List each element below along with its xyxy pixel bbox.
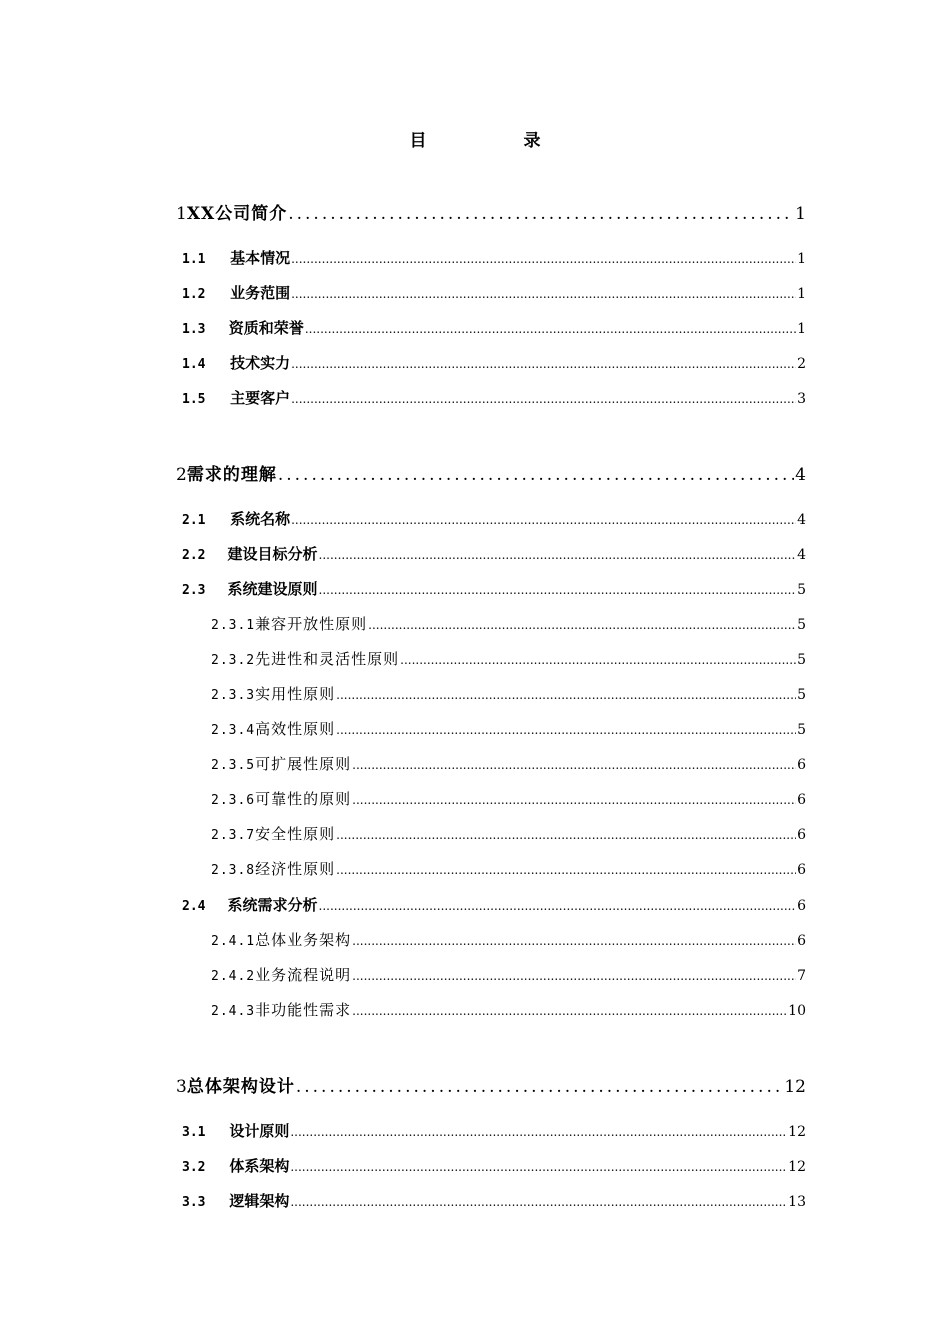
toc-leader-dots (368, 618, 796, 632)
toc-leader-dots (291, 357, 796, 371)
toc-leader-dots (291, 287, 796, 301)
toc-entry-label: 系统建设原则 (227, 580, 318, 598)
toc-entry-page: 6 (797, 898, 806, 914)
toc-entry-2-3-8[interactable] (211, 858, 806, 879)
toc-entry-page: 12 (784, 1077, 806, 1097)
toc-entry-label: 可扩展性原则 (255, 755, 352, 773)
toc-entry-page: 5 (797, 652, 806, 668)
toc-entry-page: 12 (788, 1124, 806, 1140)
toc-leader-dots (290, 1125, 787, 1139)
toc-entry-label: 先进性和灵活性原则 (255, 650, 400, 668)
toc-entry-2-4-1[interactable] (211, 929, 806, 950)
toc-entry-1-1[interactable] (182, 247, 806, 268)
toc-entry-label: 主要客户 (230, 389, 291, 407)
toc-entry-2-4-3[interactable] (211, 999, 806, 1020)
toc-entry-number: 2.3.5 (211, 758, 256, 773)
toc-entry-number: 2.1 (182, 513, 206, 528)
toc-entry-page: 6 (797, 757, 806, 773)
toc-entry-label: 逻辑架构 (229, 1192, 290, 1210)
toc-entry-1-2[interactable] (182, 282, 806, 303)
toc-entry-3-1[interactable] (182, 1120, 806, 1141)
toc-leader-dots (319, 583, 797, 597)
toc-entry-number: 3.2 (182, 1160, 206, 1175)
toc-leader-dots (352, 1004, 787, 1018)
toc-entry-number: 2.3.4 (211, 723, 256, 738)
toc-leader-dots (319, 548, 797, 562)
toc-entry-3-3[interactable] (182, 1190, 806, 1211)
toc-entry-2-3-3[interactable] (211, 683, 806, 704)
toc-entry-page: 6 (797, 933, 806, 949)
toc-entry-number: 2.3.2 (211, 653, 256, 668)
toc-entry-label: 系统名称 (230, 510, 291, 528)
toc-entry-label: 系统需求分析 (227, 896, 318, 914)
toc-leader-dots (296, 1077, 784, 1097)
toc-leader-dots (336, 688, 796, 702)
toc-entry-1[interactable] (176, 199, 806, 224)
toc-leader-dots (288, 204, 794, 224)
toc-entry-page: 12 (788, 1159, 806, 1175)
toc-entry-number: 2.3.7 (211, 828, 256, 843)
toc-leader-dots (400, 653, 796, 667)
toc-entry-label: 基本情况 (230, 249, 291, 267)
toc-entry-label: 资质和荣誉 (228, 319, 304, 337)
toc-entry-label: 业务范围 (230, 284, 291, 302)
toc-entry-page: 1 (797, 321, 806, 337)
toc-entry-2-1[interactable] (182, 508, 806, 529)
toc-leader-dots (291, 513, 796, 527)
toc-entry-2-2[interactable] (182, 543, 806, 564)
toc-entry-page: 6 (797, 827, 806, 843)
toc-entry-2-3-4[interactable] (211, 718, 806, 739)
toc-entry-number: 1.2 (182, 287, 206, 302)
toc-entry-page: 3 (797, 391, 806, 407)
toc-entry-label: 体系架构 (229, 1157, 290, 1175)
toc-entry-page: 5 (797, 687, 806, 703)
toc-entry-label: 总体架构设计 (186, 1077, 295, 1097)
toc-entry-number: 1.4 (182, 357, 206, 372)
toc-entry-2-4[interactable] (182, 894, 806, 915)
toc-entry-page: 5 (797, 617, 806, 633)
toc-entry-number: 2.3.3 (211, 688, 256, 703)
toc-entry-page: 7 (797, 968, 806, 984)
toc-entry-2-3-1[interactable] (211, 613, 806, 634)
toc-title: 目 录 (409, 131, 581, 151)
toc-leader-dots (305, 322, 796, 336)
toc-entry-number: 2.4.2 (211, 969, 256, 984)
toc-entry-number: 2.4.1 (211, 934, 256, 949)
toc-entry-label: 总体业务架构 (255, 931, 352, 949)
toc-leader-dots (352, 793, 796, 807)
toc-leader-dots (352, 758, 796, 772)
toc-entry-page: 1 (797, 286, 806, 302)
toc-leader-dots (352, 969, 796, 983)
toc-entry-number: 2.4 (182, 899, 206, 914)
toc-entry-1-5[interactable] (182, 387, 806, 408)
toc-leader-dots (319, 899, 797, 913)
toc-entry-label: 安全性原则 (255, 825, 336, 843)
toc-leader-dots (290, 1160, 787, 1174)
toc-entry-number: 3 (176, 1077, 187, 1097)
toc-entry-number: 1.5 (182, 392, 206, 407)
toc-entry-page: 6 (797, 862, 806, 878)
toc-entry-label: 非功能性需求 (255, 1001, 352, 1019)
toc-entry-number: 2.3 (182, 583, 206, 598)
toc-entry-page: 1 (797, 251, 806, 267)
toc-entry-number: 1.3 (182, 322, 206, 337)
toc-leader-dots (336, 723, 796, 737)
toc-entry-page: 4 (797, 512, 806, 528)
toc-entry-number: 1.1 (182, 252, 206, 267)
toc-entry-label: 技术实力 (230, 354, 291, 372)
toc-entry-2-3[interactable] (182, 578, 806, 599)
toc-entry-2-4-2[interactable] (211, 964, 806, 985)
toc-entry-1-4[interactable] (182, 352, 806, 373)
toc-entry-number: 2.3.1 (211, 618, 256, 633)
toc-entry-label: 建设目标分析 (227, 545, 318, 563)
toc-entry-number: 2 (176, 465, 187, 485)
toc-entry-page: 13 (788, 1194, 806, 1210)
toc-entry-page: 2 (797, 356, 806, 372)
toc-entry-label: 可靠性的原则 (255, 790, 352, 808)
toc-entry-number: 2.4.3 (211, 1004, 256, 1019)
toc-entry-number: 2.2 (182, 548, 206, 563)
toc-entry-page: 4 (795, 465, 806, 485)
toc-entry-2-3-6[interactable] (211, 788, 806, 809)
toc-entry-2-3-2[interactable] (211, 648, 806, 669)
toc-leader-dots (290, 1195, 787, 1209)
toc-entry-label: 兼容开放性原则 (255, 615, 368, 633)
toc-entry-page: 10 (788, 1003, 806, 1019)
toc-entry-2[interactable] (176, 460, 806, 485)
toc-entry-label: XX公司简介 (186, 204, 288, 224)
toc-entry-page: 5 (797, 582, 806, 598)
toc-entry-page: 6 (797, 792, 806, 808)
toc-entry-number: 2.3.8 (211, 863, 256, 878)
toc-entry-number: 2.3.6 (211, 793, 256, 808)
toc-entry-3-2[interactable] (182, 1155, 806, 1176)
toc-entry-label: 需求的理解 (186, 465, 277, 485)
toc-entry-page: 1 (795, 204, 806, 224)
toc-entry-label: 高效性原则 (255, 720, 336, 738)
toc-entry-label: 设计原则 (229, 1122, 290, 1140)
toc-leader-dots (278, 465, 794, 485)
toc-leader-dots (291, 392, 796, 406)
toc-entry-page: 4 (797, 547, 806, 563)
toc-entry-label: 业务流程说明 (255, 966, 352, 984)
toc-entry-2-3-5[interactable] (211, 753, 806, 774)
toc-entry-label: 实用性原则 (255, 685, 336, 703)
toc-entry-number: 3.1 (182, 1125, 206, 1140)
toc-entry-2-3-7[interactable] (211, 823, 806, 844)
toc-leader-dots (291, 252, 796, 266)
toc-entry-number: 1 (176, 204, 187, 224)
toc-leader-dots (336, 828, 796, 842)
toc-entry-page: 5 (797, 722, 806, 738)
toc-leader-dots (352, 934, 796, 948)
toc-entry-number: 3.3 (182, 1195, 206, 1210)
toc-entry-label: 经济性原则 (255, 860, 336, 878)
toc-entry-3[interactable] (176, 1072, 806, 1097)
toc-entry-1-3[interactable] (182, 317, 806, 338)
toc-leader-dots (336, 863, 796, 877)
